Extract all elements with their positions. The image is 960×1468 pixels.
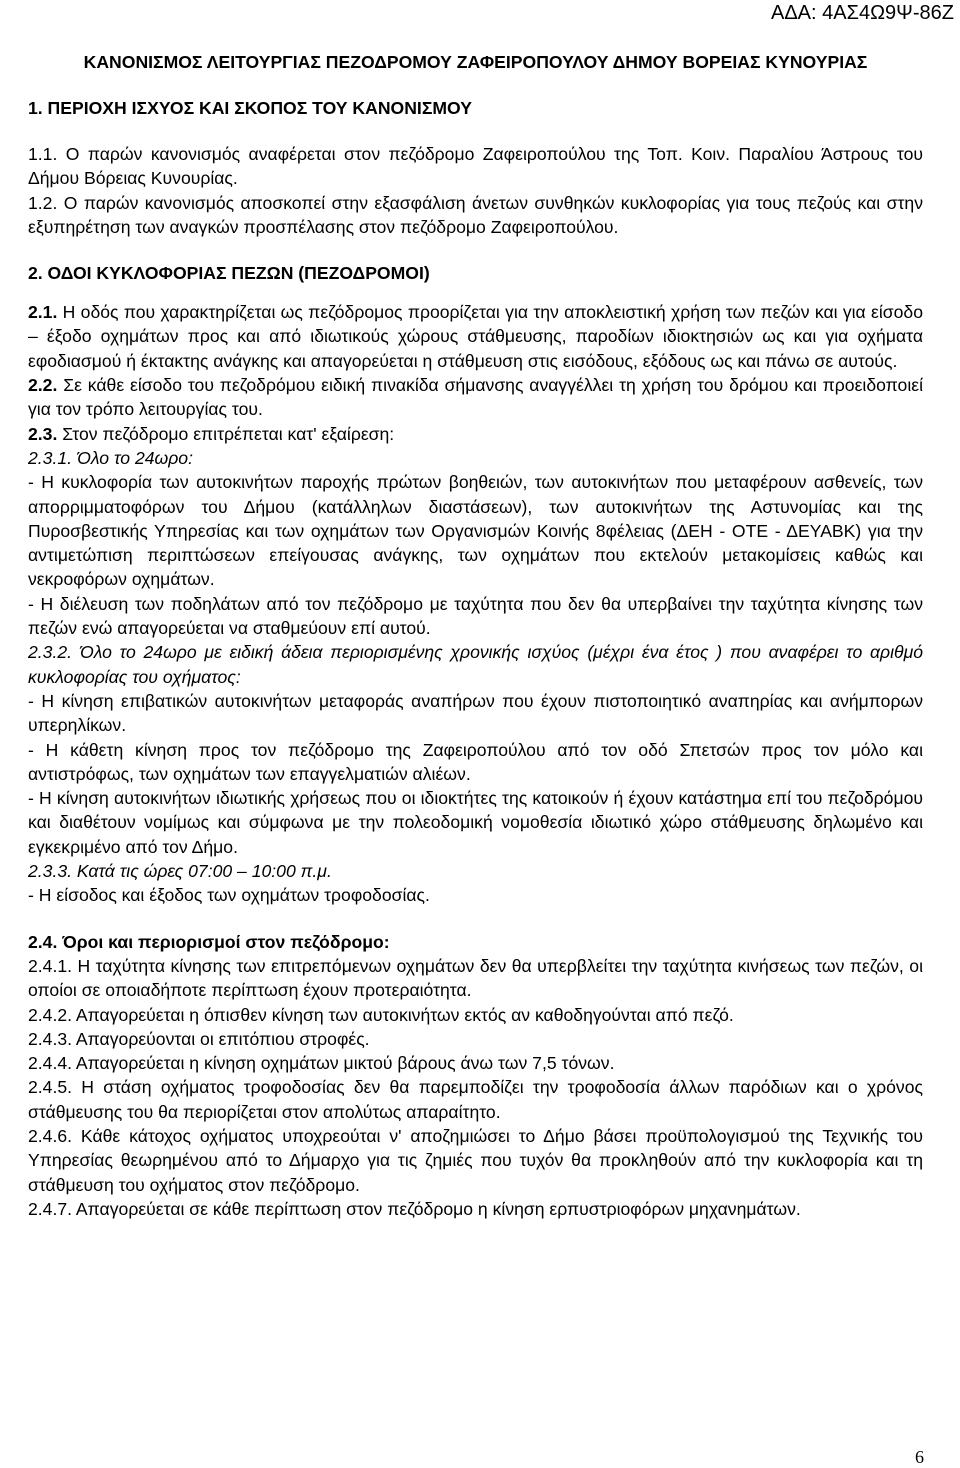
paragraph-2-3-2-heading: 2.3.2. Όλο το 24ωρο με ειδική άδεια περιορισμένης χρονικής ισχύος (μέχρι ένα έτος ) που αναφέρει το αριθμό κυκλοφορίας του οχήματος: bbox=[28, 642, 923, 687]
page-number: 6 bbox=[915, 1447, 924, 1467]
list-item: 2.4.1. Η ταχύτητα κίνησης των επιτρεπόμενων οχημάτων δεν θα υπερβλείτει την ταχύτητα κινήσεως των πεζών, οι οποίοι σε οποιαδήποτε περίπτωση έχουν προτεραιότητα. bbox=[28, 955, 923, 1001]
paragraph-2-1-text: Η οδός που χαρακτηρίζεται ως πεζόδρομος προορίζεται για την αποκλειστική χρήση των πεζών και για είσοδο – έξοδο οχημάτων προς και από ιδιωτικούς χώρους στάθμευσης, παροδίων ιδιοκτησιών ως και για οχήματα εφοδιασμού ή έκτακτης ανάγκης και απαγορεύεται η στάθμευση στις εισόδους, εξόδους ως και πάνω σε αυτούς. bbox=[28, 302, 923, 371]
list-item: 2.4.5. Η στάση οχήματος τροφοδοσίας δεν θα παρεμποδίζει την τροφοδοσία άλλων παρόδιων και ο χρόνος στάθμευσης του θα περιορίζεται στον απολύτως απαραίτητο. bbox=[28, 1077, 923, 1122]
list-item: 2.4.4. Απαγορεύεται η κίνηση οχημάτων μικτού βάρους άνω των 7,5 τόνων. bbox=[28, 1053, 615, 1074]
ada-code: ΑΔΑ: 4ΑΣ4Ω9Ψ-86Ζ bbox=[770, 2, 954, 24]
section-2-heading: 2. ΟΔΟΙ ΚΥΚΛΟΦΟΡΙΑΣ ΠΕΖΩΝ (ΠΕΖΟΔΡΟΜΟΙ) bbox=[28, 263, 430, 284]
paragraph-2-3-2-b: - Η κάθετη κίνηση προς τον πεζόδρομο της Ζαφειροπούλου από τον οδό Σπετσών προς τον μόλο και αντιστρόφως, των οχημάτων των επαγγελματιών αλιέων. bbox=[28, 739, 923, 784]
paragraph-2-1-number: 2.1. bbox=[28, 302, 58, 323]
paragraph-2-2-text: Σε κάθε είσοδο του πεζοδρόμου ειδική πινακίδα σήμανσης αναγγέλλει τη χρήση του δρόμου και προειδοποιεί για τον τρόπο λειτουργίας του. bbox=[28, 375, 923, 420]
list-item: 2.4.6. Κάθε κάτοχος οχήματος υποχρεούται ν' αποζημιώσει το Δήμο βάσει προϋπολογισμού της Τεχνικής του Υπηρεσίας θεωρημένου από το Δήμαρχο για τις ζημιές που τυχόν θα προκληθούν από την κυκλοφορία και τη στάθμευση του οχήματος στον πεζόδρομο. bbox=[28, 1125, 923, 1195]
paragraph-2-3-number: 2.3. bbox=[28, 423, 58, 444]
document-title: ΚΑΝΟΝΙΣΜΟΣ ΛΕΙΤΟΥΡΓΙΑΣ ΠΕΖΟΔΡΟΜΟΥ ΖΑΦΕΙΡΟΠΟΥΛΟΥ ΔΗΜΟΥ ΒΟΡΕΙΑΣ ΚΥΝΟΥΡΙΑΣ bbox=[83, 52, 868, 72]
paragraph-2-3-3-heading: 2.3.3. Κατά τις ώρες 07:00 – 10:00 π.μ. bbox=[28, 861, 332, 882]
paragraph-2-1 bbox=[28, 300, 923, 373]
list-item: 2.4.7. Απαγορεύεται σε κάθε περίπτωση στον πεζόδρομο η κίνηση ερπυστριοφόρων μηχανημάτων. bbox=[28, 1198, 801, 1219]
paragraph-2-3-2-a: - Η κίνηση επιβατικών αυτοκινήτων μεταφοράς αναπήρων που έχουν πιστοποιητικό αναπηρίας και ανήμπορων υπερηλίκων. bbox=[28, 690, 923, 736]
paragraph-1-2: 1.2. Ο παρών κανονισμός αποσκοπεί στην εξασφάλιση άνετων συνθηκών κυκλοφορίας για τους πεζούς και στην εξυπηρέτηση των αναγκών προσπέλασης στον πεζόδρομο Ζαφειροπούλου. bbox=[28, 192, 923, 237]
paragraph-1-1: 1.1. Ο παρών κανονισμός αναφέρεται στον πεζόδρομο Ζαφειροπούλου της Τοπ. Κοιν. Παραλίου Άστρους του Δήμου Βόρειας Κυνουρίας. bbox=[28, 144, 923, 189]
list-item: 2.4.3. Απαγορεύονται οι επιτόπιου στροφές. bbox=[28, 1028, 370, 1049]
paragraph-2-3-1-heading: 2.3.1. Όλο το 24ωρο: bbox=[28, 447, 193, 468]
section-1-heading: 1. ΠΕΡΙΟΧΗ ΙΣΧΥΟΣ ΚΑΙ ΣΚΟΠΟΣ ΤΟΥ ΚΑΝΟΝΙΣΜΟΥ bbox=[28, 98, 472, 118]
list-item: 2.4.2. Απαγορεύεται η όπισθεν κίνηση των αυτοκινήτων εκτός αν καθοδηγούνται από πεζό. bbox=[28, 1004, 734, 1025]
paragraph-2-3-3-a: - Η είσοδος και έξοδος των οχημάτων τροφοδοσίας. bbox=[28, 885, 430, 906]
paragraph-2-2 bbox=[28, 373, 923, 422]
paragraph-2-3-1-b: - Η διέλευση των ποδηλάτων από τον πεζόδρομο με ταχύτητα που δεν θα υπερβαίνει την ταχύτητα κίνησης των πεζών ενώ απαγορεύεται να σταθμεύουν επί αυτού. bbox=[28, 593, 923, 639]
paragraph-2-3-1-a: - Η κυκλοφορία των αυτοκινήτων παροχής πρώτων βοηθειών, των αυτοκινήτων που μεταφέρουν ασθενείς, των απορριμματοφόρων του Δήμου (κατάλληλων διαστάσεων), των αυτοκινήτων της Αστυνομίας και της Πυροσβεστικής Υπηρεσίας και των οχημάτων των Οργανισμών Κοινής 8φέλειας (ΔΕΗ - ΟΤΕ - ΔΕΥΑΒΚ) για την αντιμετώπιση περιπτώσεων επείγουσας ανάγκης, των οχημάτων που εκτελούν μετακομίσεις καθώς και νεκροφόρων οχημάτων. bbox=[28, 472, 923, 590]
paragraph-2-2-number: 2.2. bbox=[28, 375, 58, 396]
paragraph-2-4-heading: 2.4. Όροι και περιορισμοί στον πεζόδρομο: bbox=[28, 931, 390, 952]
paragraph-2-3-text: Στον πεζόδρομο επιτρέπεται κατ' εξαίρεση: bbox=[57, 423, 395, 444]
document-body bbox=[28, 50, 923, 1221]
paragraph-2-3 bbox=[28, 422, 923, 446]
paragraph-2-3-2-c: - Η κίνηση αυτοκινήτων ιδιωτικής χρήσεως που οι ιδιοκτήτες της κατοικούν ή έχουν κατάστημα επί του πεζοδρόμου και διαθέτουν νομίμως και σύμφωνα με την πολεοδομική νομοθεσία ιδιωτικό χώρο στάθμευσης δηλωμένο και εγκεκριμένο από τον Δήμο. bbox=[28, 788, 923, 857]
